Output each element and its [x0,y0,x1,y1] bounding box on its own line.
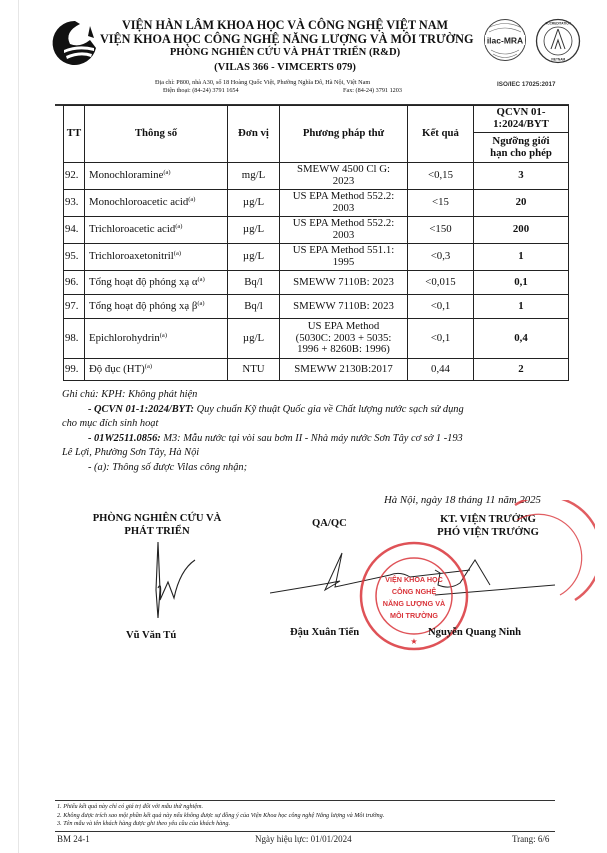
iso-standard: ISO/IEC 17025:2017 [497,81,556,88]
signer-mid-title: QA/QC [312,518,347,529]
note-qcvn: - QCVN 01-1:2024/BYT: Quy chuẩn Kỹ thuật Quốc gia về Chất lượng nước sạch sử dụng [88,403,464,415]
table-row: 99. Độ đục (HT)$^{(a)}$ NTU SMEWW 2130B:2017 0,44 2 [64,359,569,381]
table-row: 98. Epichlorohydrin$^{(a)}$ µg/L US EPA Method (5030C: 2003 + 5035: 1996 + 8260B: 1996) <0,1 0,4 [64,319,569,359]
signer-mid-name: Đậu Xuân Tiến [290,627,360,638]
institute-name: VIỆN KHOA HỌC CÔNG NGHỆ NĂNG LƯỢNG VÀ MÔI TRƯỜNG [100,32,474,46]
accreditation-codes: (VILAS 366 - VIMCERTS 079) [214,62,356,73]
partial-stamp-icon [505,500,595,620]
table-row: 97. Tổng hoạt độ phóng xạ $\beta^{(a)}$ Bq/l SMEWW 7110B: 2023 <0,1 1 [64,295,569,319]
fax: Fax: (84-24) 3791 1203 [343,87,402,94]
footer-divider-bottom [55,831,555,832]
svg-text:NĂNG LƯỢNG VÀ: NĂNG LƯỢNG VÀ [382,599,446,608]
header-result: Kết quả [408,106,474,163]
svg-text:VIETNAM: VIETNAM [550,57,566,62]
form-code: BM 24-1 [57,834,90,844]
issue-date: Hà Nội, ngày 18 tháng 11 năm 2025 [384,494,541,506]
svg-text:ilac-MRA: ilac-MRA [486,35,524,46]
header-method: Phương pháp thử [280,106,408,163]
note-vilas: - (a): Thông số được Vilas công nhận; [88,461,248,473]
header-limit: Ngưỡng giới hạn cho phép [474,133,569,163]
address: Địa chỉ: P800, nhà A30, số 18 Hoàng Quốc Việt, Phường Nghĩa Đô, Hà Nội, Việt Nam [155,79,371,86]
table-row: 94. Trichloroacetic acid$^{(a)}$ µg/L US EPA Method 552.2: 2003 <150 200 [64,217,569,244]
department-name: PHÒNG NGHIÊN CỨU VÀ PHÁT TRIỂN (R&D) [169,47,401,58]
svg-text:CÔNG NGHỆ: CÔNG NGHỆ [391,587,437,596]
ilac-mra-logo-icon [483,18,527,62]
academy-name: VIỆN HÀN LÂM KHOA HỌC VÀ CÔNG NGHỆ VIỆT NAM [121,18,449,32]
svg-text:MÔI TRƯỜNG: MÔI TRƯỜNG [389,611,439,620]
header-unit: Đơn vị [228,106,280,163]
note-sample: - 01W2511.0856: M3: Mẫu nước tại vòi sau bơm II - Nhà máy nước Sơn Tây cơ sở 1 -193 [88,432,463,444]
footer-divider [55,800,555,801]
svg-text:★: ★ [410,637,418,646]
svg-text:ACCREDITATION: ACCREDITATION [545,21,571,26]
boa-logo-icon [535,18,581,64]
table-row: 96. Tổng hoạt độ phóng xạ $\alpha^{(a)}$ Bq/l SMEWW 7110B: 2023 <0,015 0,1 [64,271,569,295]
signer-right-name: Nguyễn Quang Ninh [428,627,522,638]
signer-left-name: Vũ Văn Tú [126,630,177,641]
note-kph: Ghi chú: KPH: Không phát hiện [62,389,198,400]
phone: Điện thoại: (84-24) 3791 1654 [163,87,239,94]
results-table [63,105,569,381]
signer-right-title: KT. VIỆN TRƯỞNG PHÓ VIỆN TRƯỞNG [437,514,539,538]
table-row: 92. Monochloramine$^{(a)}$ mg/L SMEWW 4500 Cl G: 2023 <0,15 3 [64,163,569,190]
signature-left-icon [140,540,200,630]
effective-date: Ngày hiệu lực: 01/01/2024 [255,834,352,844]
notes: Ghi chú: KPH: Không phát hiện - QCVN 01-1:2024/BYT: Quy chuẩn Kỹ thuật Quốc gia về Chất lượng nước sạch sử dụng cho mục đích sinh hoạt - 01W2511.0856: M3: Mẫu nước tại vòi sau bơm II - Nhà máy nước Sơn Tây cơ sở 1 -193 Lê Lợi, Phường Sơn Tây, Hà Nội - (a): Thông số được Vilas công nhận; [62,388,572,476]
svg-text:VIỆN KHOA HỌC: VIỆN KHOA HỌC [385,575,443,584]
institute-logo-icon [50,18,100,68]
header-tt: TT [64,106,85,163]
page-edge [18,0,19,853]
header-standard: QCVN 01- 1:2024/BYT [474,106,569,133]
table-row: 95. Trichloroaxetonitril$^{(a)}$ µg/L US EPA Method 551.1: 1995 <0,3 1 [64,244,569,271]
page-number: Trang: 6/6 [512,834,550,844]
footer-notes: 1. Phiếu kết quả này chỉ có giá trị đối với mẫu thử nghiệm. 2. Không được trích sao một phần kết quả này nếu không được sự đồng ý của Viện Khoa học công nghệ Năng lượng và Môi trường. 3. Tên mẫu và tên khách hàng được ghi theo yêu cầu của khách hàng. [57,803,385,828]
table-row: 93. Monochloroacetic acid$^{(a)}$ µg/L US EPA Method 552.2: 2003 <15 20 [64,190,569,217]
signer-left-title: PHÒNG NGHIÊN CỨU VÀ PHÁT TRIỂN [92,513,222,537]
header-param: Thông số [85,106,228,163]
